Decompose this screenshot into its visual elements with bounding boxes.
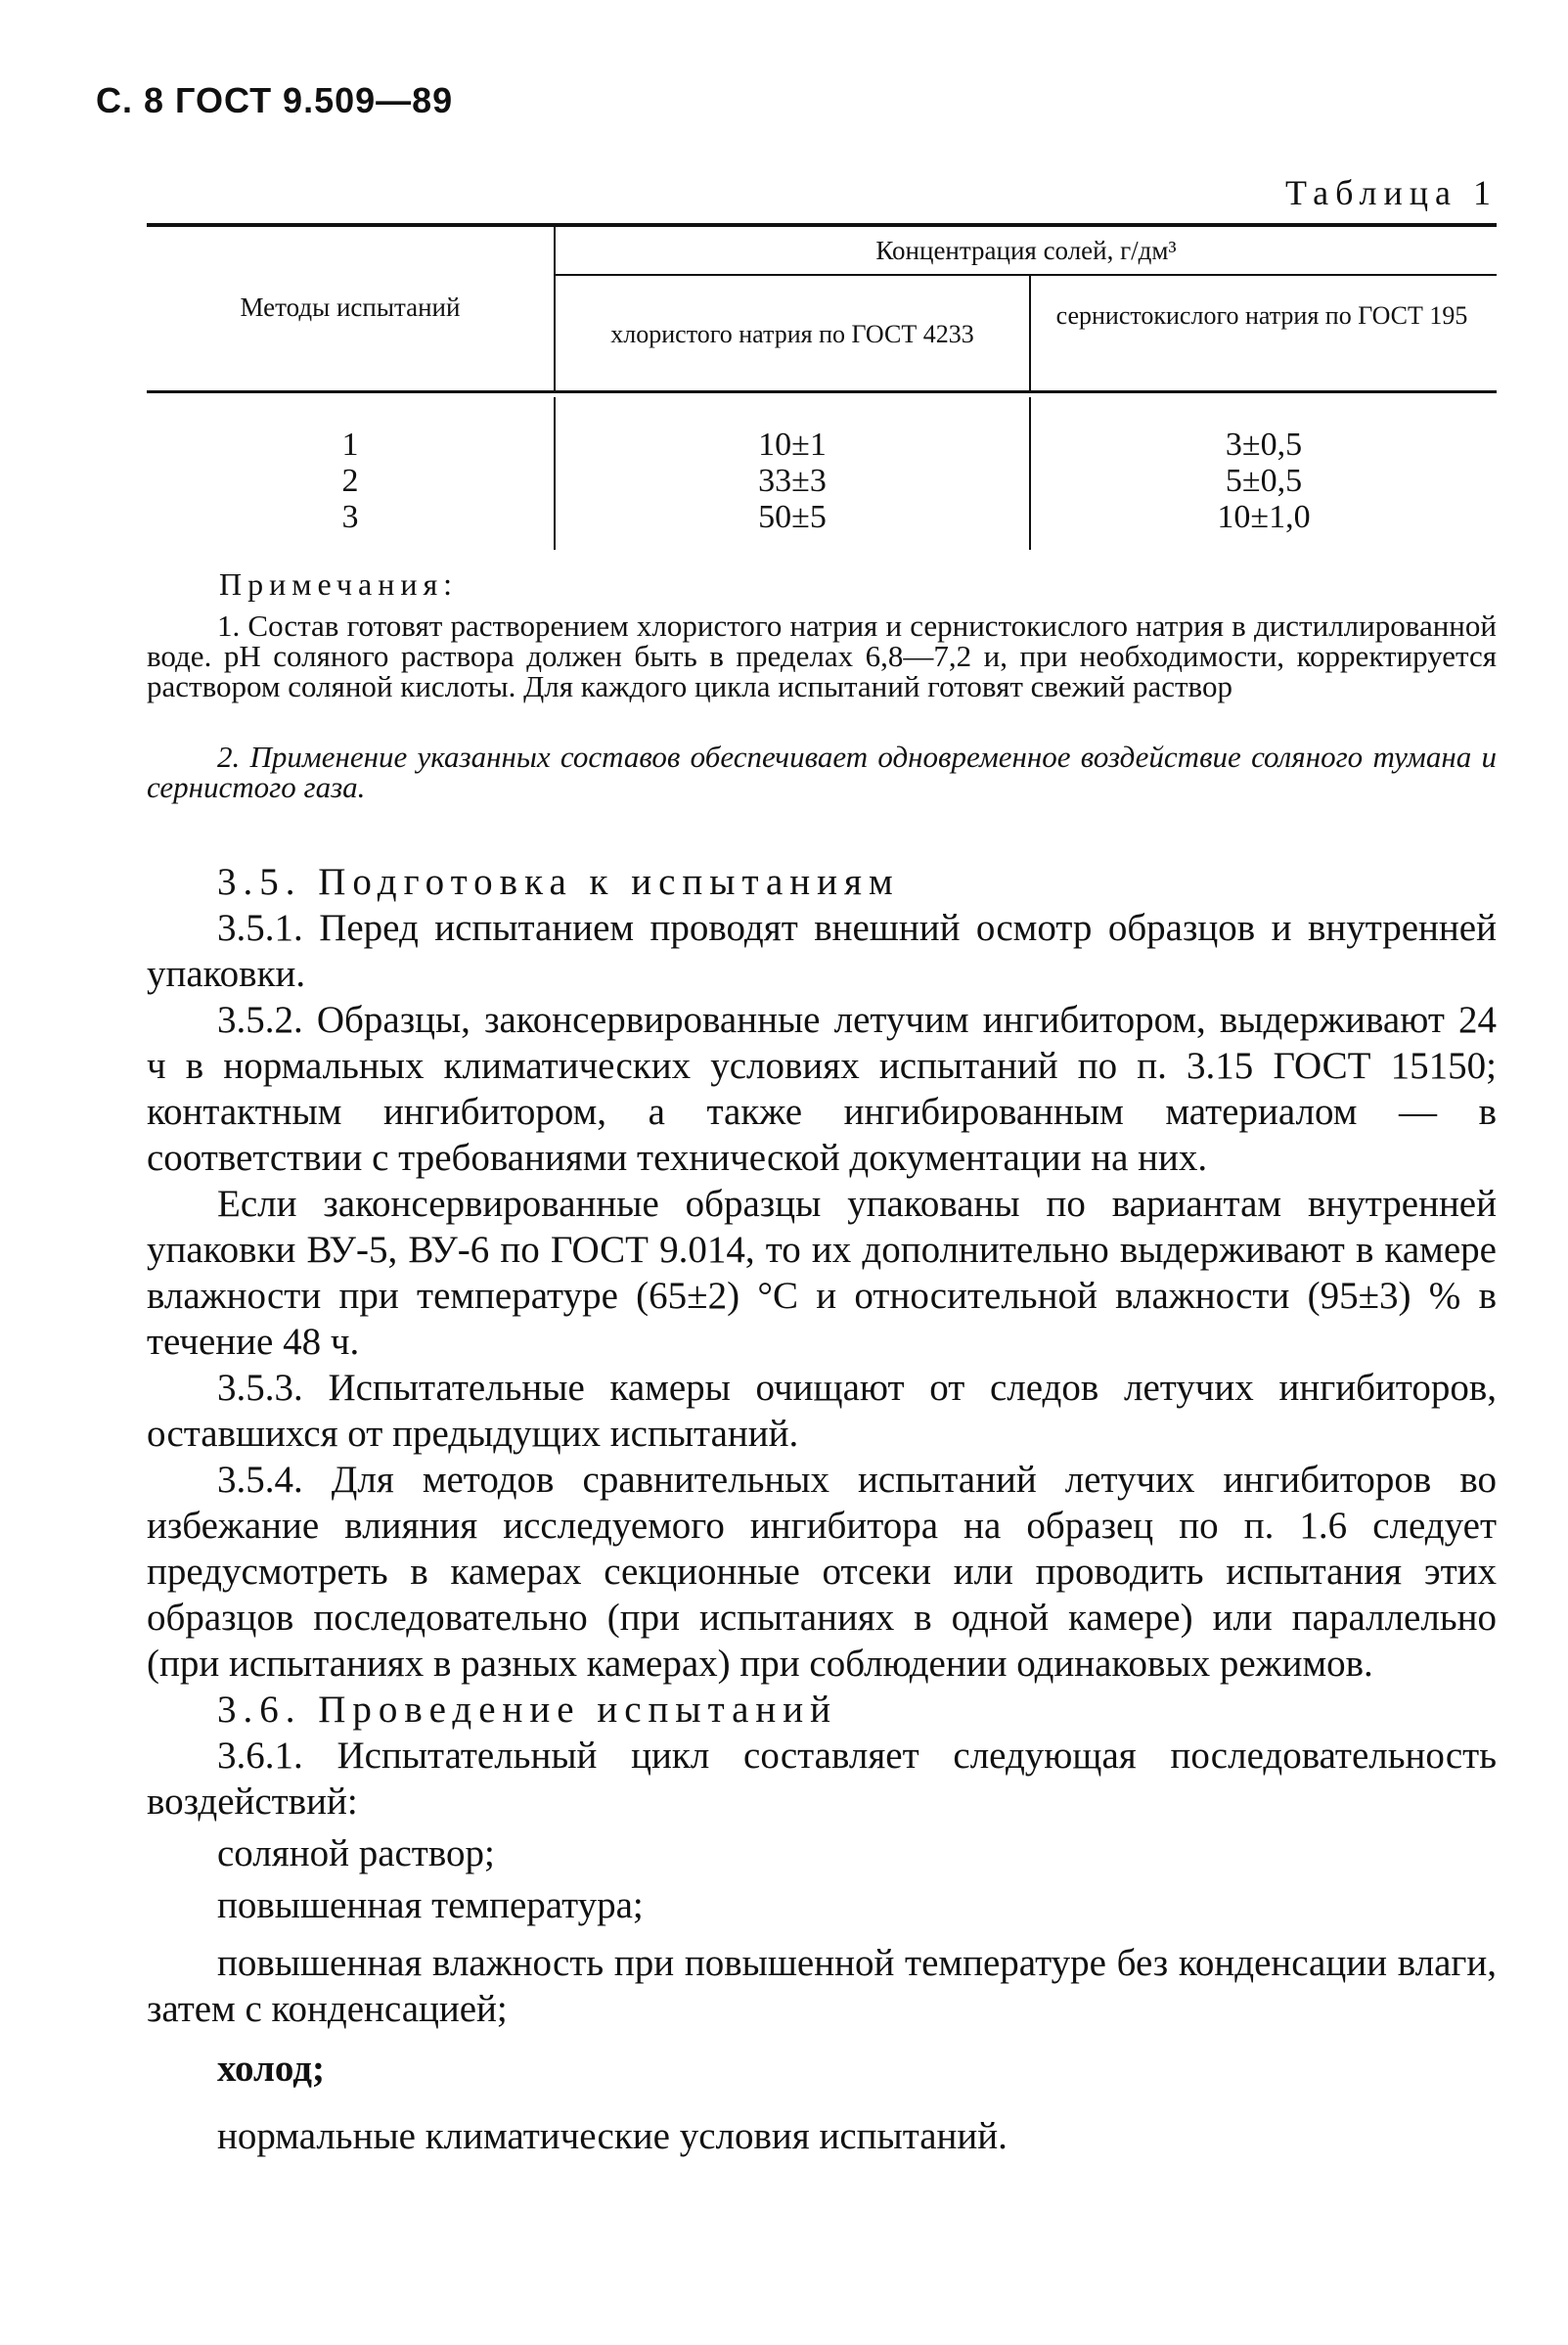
page-header: С. 8 ГОСТ 9.509—89: [96, 80, 454, 120]
paragraph-3-6-1: 3.6.1. Испытательный цикл составляет следующая последовательность воздействий:: [147, 1735, 1497, 1823]
col-header-methods: Методы испытаний: [240, 293, 461, 322]
paragraph-3-5-2-continued: Если законсервированные образцы упакованы по вариантам внутренней упаковки ВУ-5, ВУ-6 по ГОСТ 9.014, то их дополнительно выдерживают в камере влажности при температуре (65±2) °С и относительной влажности (95±3) % в течение 48 ч.: [147, 1183, 1497, 1363]
list-item-5: нормальные климатические условия испытаний.: [217, 2115, 1008, 2157]
table-top-rule: [147, 223, 1497, 227]
paragraph-3-5-3: 3.5.3. Испытательные камеры очищают от следов летучих ингибиторов, оставшихся от предыдущих испытаний.: [147, 1367, 1497, 1455]
section-3-5-heading: 3.5. Подготовка к испытаниям: [217, 861, 900, 903]
col-header-na2so3: сернистокислого натрия по ГОСТ 195: [1055, 301, 1468, 330]
notes-title: Примечания:: [219, 566, 459, 602]
col-header-concentration: Концентрация солей, г/дм³: [875, 236, 1177, 265]
section-3-6-heading: 3.6. Проведение испытаний: [217, 1689, 838, 1731]
main-text: [147, 859, 1497, 2159]
paragraph-3-5-2: 3.5.2. Образцы, законсервированные летучим ингибитором, выдерживают 24 ч в нормальных климатических условиях испытаний по п. 3.15 ГОСТ 15150; контактным ингибитором, а также ингибированным материалом — в соответствии с требованиями технической документации на них.: [147, 999, 1497, 1179]
table-label: Таблица 1: [1285, 173, 1498, 212]
col-header-nacl: хлористого натрия по ГОСТ 4233: [610, 320, 974, 348]
table-vline-2: [1029, 276, 1031, 390]
list-item-1: соляной раствор;: [217, 1832, 495, 1874]
nacl-values: 10±1 33±3 50±5: [758, 427, 827, 535]
table-header-rule: [147, 390, 1497, 393]
list-item-3: повышенная влажность при повышенной температуре без конденсации влаги, затем с конденсацией;: [147, 1942, 1497, 2030]
paragraph-3-5-4: 3.5.4. Для методов сравнительных испытаний летучих ингибиторов во избежание влияния исследуемого ингибитора на образец по п. 1.6 следует предусмотреть в камерах секционные отсеки или проводить испытания этих образцов последовательно (при испытаниях в одной камере) или параллельно (при испытаниях в разных камерах) при соблюдении одинаковых режимов.: [147, 1459, 1497, 1685]
table-group-rule: [556, 274, 1497, 276]
list-item-2: повышенная температура;: [217, 1884, 644, 1926]
paragraph-3-5-1: 3.5.1. Перед испытанием проводят внешний осмотр образцов и внутренней упаковки.: [147, 907, 1497, 995]
na2so3-values: 3±0,5 5±0,5 10±1,0: [1217, 427, 1311, 535]
list-item-4: холод;: [217, 2048, 325, 2090]
method-numbers: 1 2 3: [341, 427, 359, 535]
note-1: 1. Состав готовят растворением хлористого натрия и сернистокислого натрия в дистиллированной воде. pH соляного раствора должен быть в пределах 6,8—7,2 и, при необходимости, корректируется раствором соляной кислоты. Для каждого цикла испытаний готовят свежий раствор: [147, 609, 1497, 703]
note-2: 2. Применение указанных составов обеспечивает одновременное воздействие соляного тумана и сернистого газа.: [147, 740, 1497, 804]
